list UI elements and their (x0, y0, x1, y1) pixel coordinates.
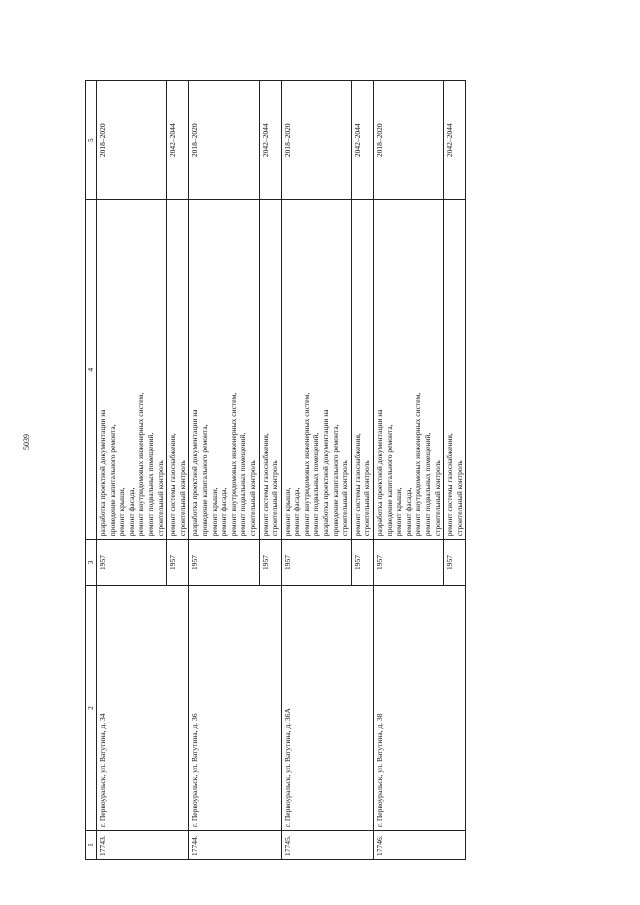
table-row (189, 81, 259, 860)
repair-period: 2018–2020 (189, 81, 259, 200)
entry-number: 17743. (97, 831, 189, 860)
repair-schedule-table (85, 80, 466, 860)
work-item: ремонт внутридомовых инженерных систем, (413, 392, 423, 537)
works-list (281, 200, 351, 540)
works-list (189, 200, 259, 540)
work-item: разработка проектной документации на (98, 409, 107, 537)
work-item: ремонт внутридомовых инженерных систем, (301, 392, 311, 537)
column-header: 1 (86, 831, 97, 860)
build-year: 1957 (189, 540, 259, 586)
work-item: строительный контроль (432, 460, 442, 537)
works-list (351, 200, 373, 540)
page-number: 5039 (22, 434, 31, 450)
table-body (97, 81, 466, 860)
repair-period: 2018–2020 (97, 81, 167, 200)
table-row (97, 81, 167, 860)
works-list (374, 200, 444, 540)
work-item: ремонт фасада, (126, 487, 136, 537)
column-header: 2 (86, 585, 97, 830)
works-list (444, 200, 466, 540)
work-item: проведение капитального ремонта, (199, 424, 209, 537)
work-item: ремонт системы газоснабжения, (352, 433, 362, 537)
work-item: ремонт крыши, (117, 487, 127, 537)
building-address: г. Первоуральск, ул. Ватутина, д. 34 (97, 585, 189, 830)
work-item: проведение капитального ремонта, (330, 424, 340, 537)
work-item: проведение капитального ремонта, (384, 424, 394, 537)
build-year: 1957 (351, 540, 373, 586)
repair-period: 2042–2044 (444, 81, 466, 200)
repair-period: 2018–2020 (374, 81, 444, 200)
entry-number: 17745. (281, 831, 373, 860)
rotated-sheet (85, 80, 555, 860)
works-list (97, 200, 167, 540)
entry-number: 17744. (189, 831, 281, 860)
work-item: ремонт крыши, (209, 487, 219, 537)
work-item: ремонт крыши, (282, 487, 292, 537)
work-item: строительный контроль (155, 460, 165, 537)
building-address: г. Первоуральск, ул. Ватутина, д. 36А (281, 585, 373, 830)
work-item: ремонт фасада, (219, 487, 229, 537)
build-year: 1957 (259, 540, 281, 586)
build-year: 1957 (281, 540, 351, 586)
work-item: разработка проектной документации на (375, 409, 385, 537)
work-item: ремонт подвальных помещений, (423, 432, 432, 537)
table-row (374, 81, 444, 860)
work-item: ремонт системы газоснабжения, (445, 433, 455, 537)
column-header: 5 (86, 81, 97, 200)
work-item: разработка проектной документации на (321, 409, 331, 537)
repair-period: 2042–2044 (351, 81, 373, 200)
work-item: проведение капитального ремонта, (107, 424, 117, 537)
work-item: строительный контроль (362, 460, 372, 537)
work-item: ремонт фасада, (403, 487, 413, 537)
entry-number: 17746. (374, 831, 466, 860)
build-year: 1957 (167, 540, 189, 586)
work-item: ремонт системы газоснабжения, (260, 433, 270, 537)
work-item: ремонт подвальных помещений, (311, 432, 321, 537)
column-header: 3 (86, 540, 97, 586)
repair-period: 2018–2020 (281, 81, 351, 200)
build-year: 1957 (374, 540, 444, 586)
work-item: ремонт подвальных помещений, (145, 432, 155, 537)
work-item: строительный контроль (340, 460, 350, 537)
build-year: 1957 (97, 540, 167, 586)
works-list (167, 200, 189, 540)
table-row (281, 81, 351, 860)
work-item: строительный контроль (177, 460, 187, 537)
work-item: ремонт фасада, (292, 487, 302, 537)
build-year: 1957 (444, 540, 466, 586)
work-item: разработка проектной документации на (190, 409, 200, 537)
work-item: строительный контроль (247, 460, 257, 537)
column-number-row (86, 81, 97, 860)
work-item: ремонт подвальных помещений, (238, 432, 248, 537)
work-item: ремонт системы газоснабжения, (168, 433, 178, 537)
work-item: ремонт внутридомовых инженерных систем, (228, 392, 238, 537)
building-address: г. Первоуральск, ул. Ватутина, д. 38 (374, 585, 466, 830)
work-item: ремонт крыши, (394, 487, 404, 537)
works-list (259, 200, 281, 540)
column-header: 4 (86, 200, 97, 540)
work-item: ремонт внутридомовых инженерных систем, (136, 392, 146, 537)
repair-period: 2042–2044 (259, 81, 281, 200)
building-address: г. Первоуральск, ул. Ватутина, д. 36 (189, 585, 281, 830)
repair-period: 2042–2044 (167, 81, 189, 200)
work-item: строительный контроль (454, 460, 464, 537)
work-item: строительный контроль (270, 460, 280, 537)
